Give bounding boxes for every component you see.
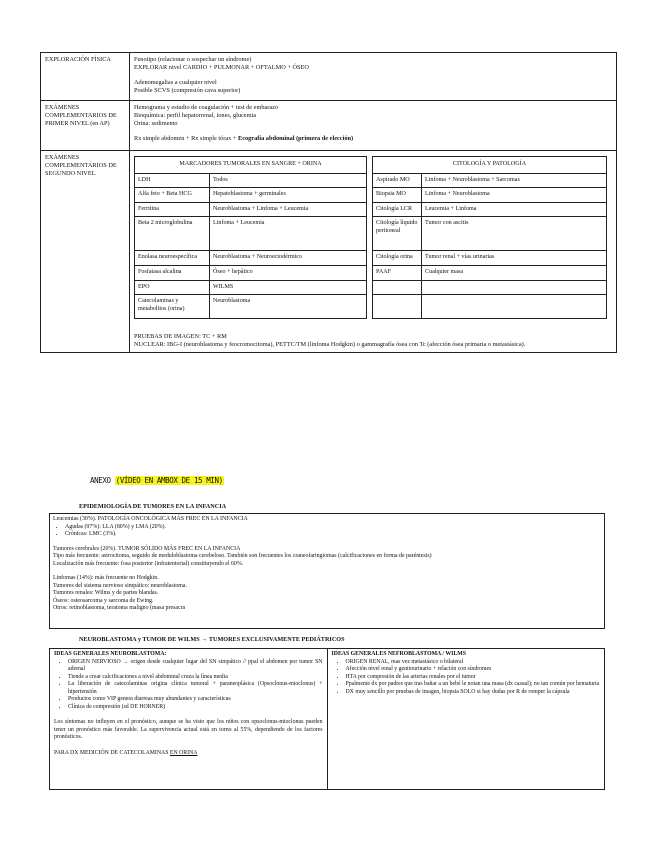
neuroblastoma-cell	[50, 649, 328, 790]
marker-name: Enolasa neuroespecífica	[135, 251, 210, 266]
nb-dx-plain: PARA DX MEDICIÓN DE CATECOLAMINAS	[54, 749, 170, 756]
text-line: Fenotipo (relacionar o sospechar un síndrome)	[134, 56, 252, 63]
wilms-heading: IDEAS GENERALES NEFROBLASTOMA / WILMS	[331, 651, 466, 657]
marker-name: Catecolaminas y metabolitos (orina)	[135, 295, 210, 319]
cns-line: Tipo más frecuente: astrocitoma, seguido de meduloblastoma cerebeloso. También son frecuentes los craneofaringiomas (calcificaciones en forma de paréntesis)	[53, 553, 432, 559]
marker-name: Fosfatasa alcalina	[135, 266, 210, 281]
list-item: • Agudas (97%): LLA (80%) y LMA (20%).	[65, 524, 601, 532]
row-label-second-level: EXÁMENES COMPLEMENTARIOS DE SEGUNDO NIVEL	[41, 151, 130, 353]
imaging-line: PRUEBAS DE IMAGEN: TC + RM	[134, 333, 227, 341]
other-line: Tumores del sistema nervioso simpático: neuroblastoma.	[53, 582, 187, 589]
marker-tumor: WILMS	[210, 280, 367, 295]
spacer	[134, 128, 612, 135]
cns-line: Tumores cerebrales (20%). TUMOR SÓLIDO MÁS FREC EN LA INFANCIA	[53, 545, 241, 552]
rx-line	[134, 135, 612, 143]
cyto-empty	[373, 280, 422, 295]
cyto-tumor: Linfoma + Neuroblastoma + Sarcomas	[422, 173, 607, 188]
cyto-name: Citología orina	[373, 251, 422, 266]
list-item: • La liberación de catecolaminas origina clínica tumoral + paraneoplásica (Opsoclonus-mioclonus) + hipertensión	[68, 681, 323, 696]
cytology-header: CITOLOGÍA Y PATOLOGÍA	[373, 157, 607, 174]
text-line: Bioquímica: perfil hepatorrenal, iones, glucemia	[134, 111, 257, 119]
markers-cytology-table	[134, 156, 607, 319]
cyto-name: Aspirado MO	[373, 173, 422, 188]
nb-wilms-table	[49, 648, 605, 790]
cyto-tumor: Cualquier masa	[422, 266, 607, 281]
cyto-empty	[422, 280, 607, 295]
rx-plain: Rx simple abdomen + Rx simple tórax +	[134, 134, 238, 142]
cyto-tumor: Linfoma + Neuroblastoma	[422, 188, 607, 203]
cns-line: Localización más frecuente: fosa posterior (infratentorial) constituyendo el 60%.	[53, 560, 244, 567]
nb-list	[68, 659, 323, 712]
nb-dx-underline: EN ORINA	[169, 749, 198, 756]
epidemiology-box	[49, 513, 605, 629]
row-label-physical-exam: EXPLORACIÓN FÍSICA	[41, 53, 130, 101]
marker-tumor: Hepatoblastoma + germinales	[210, 188, 367, 203]
list-item: • DX muy sencillo por pruebas de imagen, biopsia SOLO si hay dudas por R de romper la cápsula	[346, 689, 601, 697]
list-item: • HTA por compresión de las arterias renales por el tumor	[346, 674, 601, 682]
cyto-tumor: Leucemia + Linfoma	[422, 202, 607, 217]
workup-table	[40, 52, 617, 353]
marker-name: Ferritina	[135, 202, 210, 217]
spacer	[134, 72, 612, 79]
list-item: • Tiende a crear calcificaciones a nivel abdominal cruza la línea media	[68, 674, 323, 682]
cyto-name: Citología LCR	[373, 202, 422, 217]
marker-tumor: Neuroblastoma + Neuroectodérmico	[210, 251, 367, 266]
cyto-empty	[373, 295, 422, 319]
marker-tumor: Todos	[210, 173, 367, 188]
leukemia-line: Leucemias (30%). PATOLOGÍA ONCOLÓGICA MÁS FREC EN LA INFANCIA	[53, 516, 248, 522]
other-line: Tumores renales: Wilms y de partes blandas.	[53, 590, 159, 596]
list-item: • Clínica de compresión (sd DE HORNER)	[68, 704, 323, 712]
nb-wilms-title: NEUROBLASTOMA y TUMOR DE WILMS → TUMORES EXCLUSIVAMENTE PEDIÁTRICOS	[79, 636, 345, 643]
list-item: • ORIGEN RENAL, mas vez metastásico o bilateral	[346, 659, 601, 667]
list-item: • Crónicas: LMC (3%).	[65, 531, 601, 539]
other-line: Linfomas (14%): más frecuente no Hodgkin.	[53, 575, 159, 581]
other-line: Óseos: osteosarcoma y sarcoma de Ewing.	[53, 597, 154, 604]
list-item: • ORIGEN NERVIOSO → origen desde cualquier lugar del SN simpático // ppal el abdomen por tumor SN adrenal	[68, 659, 323, 674]
marker-tumor: Neuroblastoma	[210, 295, 367, 319]
marker-tumor: Óseo + hepático	[210, 266, 367, 281]
cyto-name: Citología líquido peritoneal	[373, 217, 422, 251]
cyto-name: PAAF	[373, 266, 422, 281]
marker-name: Beta 2 microglobulina	[135, 217, 210, 251]
anexo-prefix: ANEXO	[90, 476, 115, 485]
marker-name: Alfa feto + Beta HCG	[135, 188, 210, 203]
cyto-empty	[422, 295, 607, 319]
nb-heading: IDEAS GENERALES NEUROBLASTOMA:	[54, 651, 167, 657]
leukemia-list	[65, 524, 601, 539]
text-line: EXPLORAR nivel CARDIO + PULMONAR + OFTALMO + ÓSEO	[134, 63, 309, 71]
markers-header: MARCADORES TUMORALES EN SANGRE + ORINA	[135, 157, 367, 174]
nb-dx-line	[54, 750, 323, 758]
nb-prognosis: Los síntomas no influyen en el pronóstico, aunque se ha visto que los niños con opsoclonus-mioclonus pueden tener un pronóstico más favorable. La supervivencia actual está en torno al 55%, dependiendo de los factores pronósticos.	[54, 719, 323, 741]
second-level-content	[130, 151, 617, 353]
cyto-tumor: Tumor con ascitis	[422, 217, 607, 251]
anexo-heading	[90, 476, 224, 485]
list-item: • Afección nivel renal y genitourinario + relación con síndromes	[346, 666, 601, 674]
epidemiology-title: EPIDEMIOLOGÍA DE TUMORES EN LA INFANCIA	[79, 503, 227, 510]
cyto-name: Biopsia MO	[373, 188, 422, 203]
marker-name: EPO	[135, 280, 210, 295]
list-item: • Productos como VIP genera diarreas muy abundantes y características	[68, 696, 323, 704]
wilms-cell	[327, 649, 605, 790]
first-level-content	[130, 101, 617, 151]
marker-tumor: Neuroblastoma + Linfoma + Leucemia	[210, 202, 367, 217]
text-line: Hemograma y estudio de coagulación + test de embarazo	[134, 104, 279, 111]
row-label-first-level: EXÁMENES COMPLEMENTARIOS DE PRIMER NIVEL (en AP)	[41, 101, 130, 151]
text-line: Orina: sedimento	[134, 119, 178, 127]
cyto-tumor: Tumor renal + vías urinarias	[422, 251, 607, 266]
physical-exam-content	[130, 53, 617, 101]
other-line: Otros: retinoblastoma, teratoma maligno (masa presacra	[53, 605, 186, 611]
text-line: Adenomegalias a cualquier nivel	[134, 78, 217, 86]
anexo-video-highlight: (VÍDEO EN AMBOX DE 15 MIN)	[115, 476, 223, 485]
rx-bold: Ecografía abdominal (primera de elección)	[238, 134, 354, 142]
wilms-list	[346, 659, 601, 697]
text-line: Posible SCVS (compresión cava superior)	[134, 86, 241, 94]
marker-name: LDH	[135, 173, 210, 188]
marker-tumor: Linfoma + Leucemia	[210, 217, 367, 251]
nuclear-line: NUCLEAR: IBG-I (neuroblastoma y feocromocitoma), PETTC/TM (linfoma Hodgkin) o gammagrafía ósea con Tc (afección ósea primaria o metastásica).	[134, 341, 526, 349]
list-item: • Ppalmente dx por padres que tras bañar a un bebé le notan una masa (dx casual); no tan común por hematuria	[346, 681, 601, 689]
